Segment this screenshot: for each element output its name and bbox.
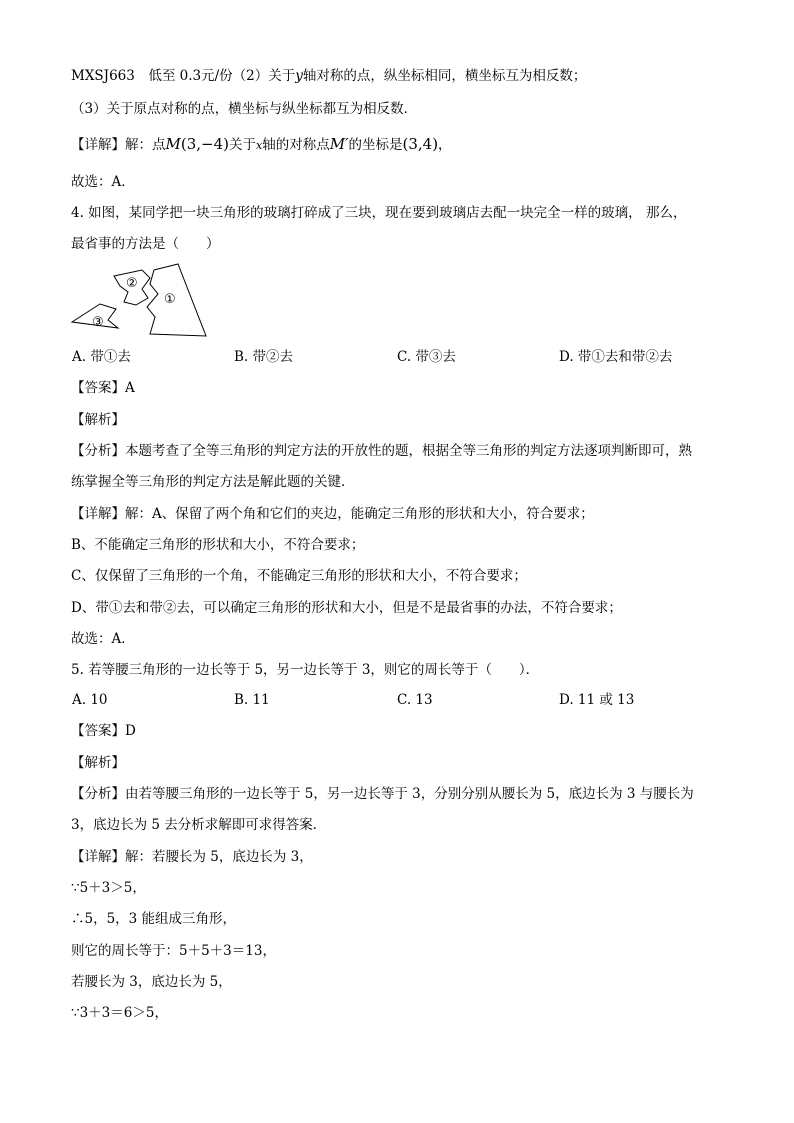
text-line: 故选：A． <box>71 174 135 190</box>
analysis-heading: 【解析】 <box>71 412 125 428</box>
option-b: B. 带②去 <box>234 349 294 365</box>
glass-piece-1 <box>147 264 206 336</box>
math-coordinate: (3,−4) <box>180 135 229 153</box>
option-b: B. 11 <box>234 692 270 708</box>
question-4-text: 最省事的方法是（ ） <box>71 236 220 252</box>
detail-text: D、带①去和带②去，可以确定三角形的形状和大小，但是不是最省事的办法，不符合要求； <box>71 600 622 616</box>
option-a: A. 带①去 <box>72 349 131 365</box>
solution-detail-line <box>71 134 452 156</box>
option-c: C. 13 <box>397 692 433 708</box>
detail-text: 【详解】解：A、保留了两个角和它们的夹边，能确定三角形的形状和大小，符合要求； <box>71 506 594 522</box>
text-segment: 的坐标是 <box>348 137 403 153</box>
piece-3-label: ③ <box>92 315 104 330</box>
text-line: MXSJ663 低至 0.3元/份（2）关于𝑦轴对称的点，纵坐标相同，横坐标互为相反数； <box>71 68 587 84</box>
text-segment: 轴的对称点 <box>262 137 330 153</box>
text-segment: 关于 <box>229 137 256 153</box>
analysis-text: 练掌握全等三角形的判定方法是解此题的关键． <box>71 474 355 490</box>
math-coordinate: (3,4) <box>402 135 439 153</box>
analysis-heading: 【解析】 <box>71 755 125 771</box>
text-line: 故选：A． <box>71 631 135 647</box>
question-4-text: 4. 如图，某同学把一块三角形的玻璃打碎成了三块，现在要到玻璃店去配一块完全一样的玻璃， 那么， <box>71 205 687 221</box>
piece-1-label: ① <box>164 292 176 307</box>
math-var-m-prime: 𝑀′ <box>329 135 349 153</box>
detail-text: ∵3＋3＝6＞5， <box>71 1005 168 1021</box>
option-d: D. 11 或 13 <box>559 692 635 708</box>
option-d: D. 带①去和带②去 <box>559 349 673 365</box>
detail-text: ∵5＋3＞5， <box>71 880 146 896</box>
text-segment: ， <box>438 137 452 153</box>
answer-label: 【答案】A <box>71 380 135 396</box>
piece-2-label: ② <box>126 276 138 291</box>
detail-text: B、不能确定三角形的形状和大小，不符合要求； <box>71 537 365 553</box>
answer-label: 【答案】D <box>71 723 136 739</box>
math-var-x: 𝑥 <box>256 139 263 152</box>
analysis-text: 3，底边长为 5 去分析求解即可求得答案． <box>71 817 327 833</box>
detail-text: 【详解】解：若腰长为 5，底边长为 3， <box>71 849 313 865</box>
detail-text: ∴5，5，3 能组成三角形， <box>71 911 237 927</box>
detail-text: 若腰长为 3，底边长为 5， <box>71 974 232 990</box>
text-segment: 【详解】解：点 <box>71 137 166 153</box>
math-var-m: 𝑀 <box>165 135 181 153</box>
detail-text: 则它的周长等于：5＋5＋3＝13， <box>71 943 276 959</box>
detail-text: C、仅保留了三角形的一个角，不能确定三角形的形状和大小，不符合要求； <box>71 568 527 584</box>
option-c: C. 带③去 <box>397 349 456 365</box>
broken-glass-figure <box>70 262 215 340</box>
question-5-text: 5. 若等腰三角形的一边长等于 5，另一边长等于 3，则它的周长等于（ ）． <box>71 662 540 678</box>
analysis-text: 【分析】本题考查了全等三角形的判定方法的开放性的题，根据全等三角形的判定方法逐项判断即可，熟 <box>71 443 692 459</box>
option-a: A. 10 <box>72 692 108 708</box>
analysis-text: 【分析】由若等腰三角形的一边长等于 5，另一边长等于 3，分别分别从腰长为 5，底边长为 3 与腰长为 <box>71 786 694 802</box>
text-line: （3）关于原点对称的点，横坐标与纵坐标都互为相反数． <box>71 101 418 117</box>
